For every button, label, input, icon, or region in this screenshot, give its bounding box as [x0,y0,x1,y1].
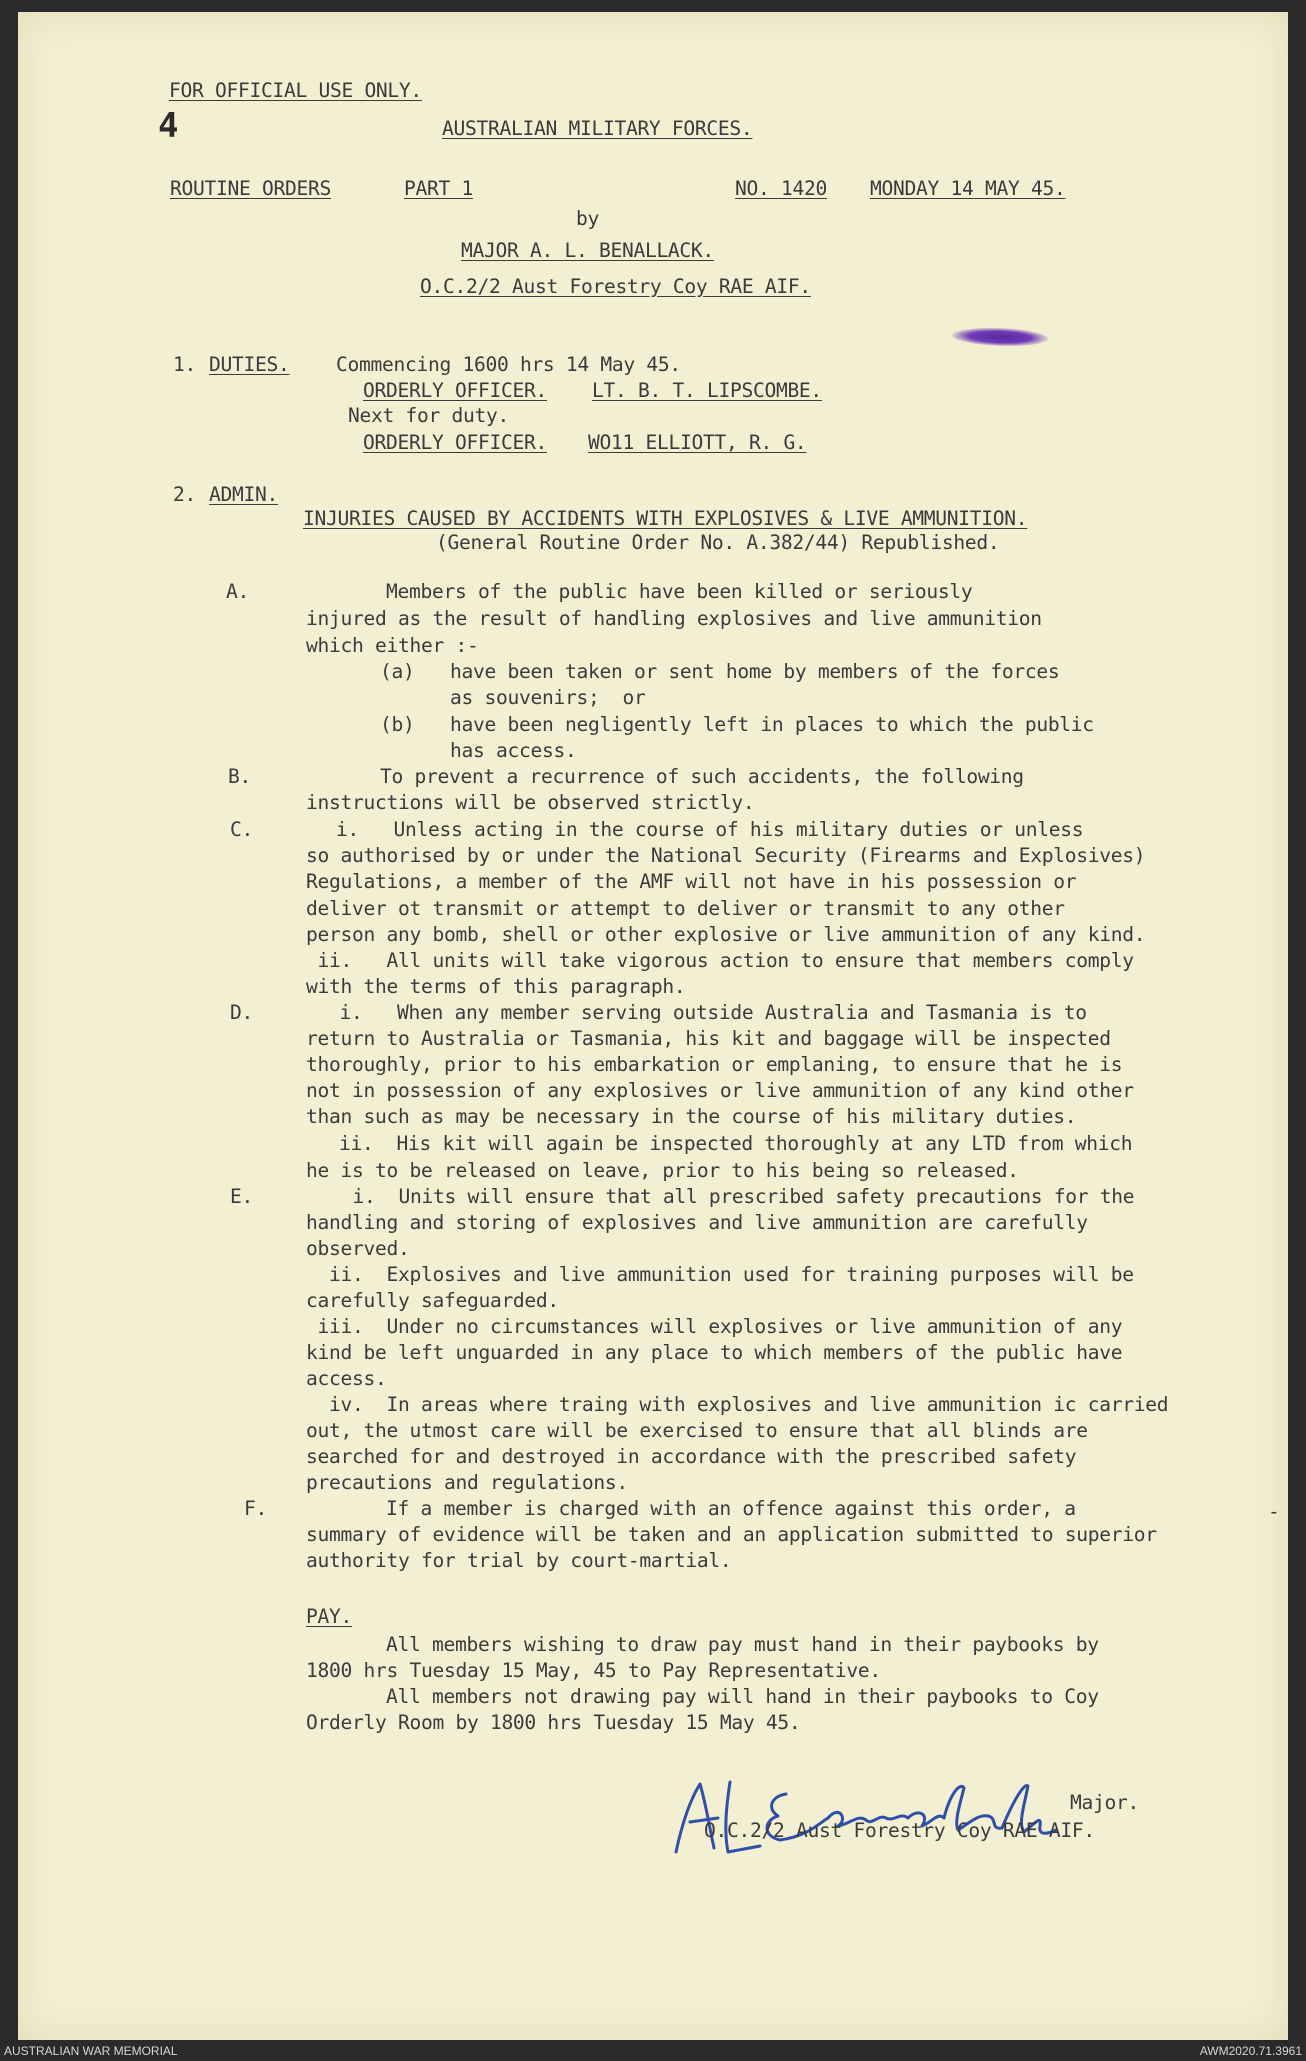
admin-title: INJURIES CAUSED BY ACCIDENTS WITH EXPLOSIVES & LIVE AMMUNITION. [303,507,1028,530]
para-line: i. When any member serving outside Australia and Tasmania is to [328,1001,1087,1024]
next-officer-label: ORDERLY OFFICER. [363,431,547,454]
para-line: iii. Under no circumstances will explosives or live ammunition of any [306,1315,1123,1338]
para-line: which either :- [306,634,479,657]
para-line: injured as the result of handling explosives and live ammunition [306,607,1042,630]
para-line: return to Australia or Tasmania, his kit and baggage will be inspected [306,1027,1111,1050]
issuing-unit: O.C.2/2 Aust Forestry Coy RAE AIF. [420,275,811,298]
part-label: PART 1 [404,177,473,200]
para-line: kind be left unguarded in any place to which members of the public have [306,1341,1123,1364]
para-line: If a member is charged with an offence against this order, a [386,1497,1076,1520]
issuing-officer: MAJOR A. L. BENALLACK. [461,239,714,262]
para-line: ii. All units will take vigorous action to ensure that members comply [306,949,1134,972]
by-label: by [576,207,599,230]
para-line: summary of evidence will be taken and an application submitted to superior [306,1523,1157,1546]
para-line: have been taken or sent home by members of the forces [450,660,1060,683]
signature-rank: Major. [1070,1791,1139,1814]
sub-label: (b) [380,713,415,736]
para-line: carefully safeguarded. [306,1289,559,1312]
para-line: authority for trial by court-martial. [306,1549,732,1572]
para-line: instructions will be observed strictly. [306,791,755,814]
para-letter: F. [244,1497,267,1520]
para-line: out, the utmost care will be exercised to ensure that all blinds are [306,1419,1088,1442]
orderly-officer-label: ORDERLY OFFICER. [363,379,547,402]
para-line: Members of the public have been killed or seriously [386,580,973,603]
order-number: NO. 1420 [735,177,827,200]
document-page [18,12,1288,2040]
para-line: access. [306,1367,387,1390]
signature-unit: O.C.2/2 Aust Forestry Coy RAE AIF. [704,1819,1095,1842]
next-officer-name: WO11 ELLIOTT, R. G. [588,431,807,454]
admin-subtitle: (General Routine Order No. A.382/44) Republished. [436,531,1000,554]
section-number: 1. [173,353,196,376]
para-line: have been negligently left in places to which the public [450,713,1094,736]
pay-line: All members not drawing pay will hand in their paybooks to Coy [386,1685,1099,1708]
margin-mark: - [1268,1500,1280,1523]
pay-line: All members wishing to draw pay must hand in their paybooks by [386,1633,1099,1656]
para-line: searched for and destroyed in accordance with the prescribed safety [306,1445,1077,1468]
para-line: observed. [306,1237,410,1260]
para-line: ii. Explosives and live ammunition used for training purposes will be [306,1263,1134,1286]
order-date: MONDAY 14 MAY 45. [870,177,1066,200]
footer-right-label: AWM2020.71.3961 [1199,2044,1302,2058]
para-line: with the terms of this paragraph. [306,975,686,998]
para-line: ii. His kit will again be inspected thoroughly at any LTD from which [316,1132,1133,1155]
para-line: i. Unless acting in the course of his military duties or unless [336,818,1084,841]
para-line: not in possession of any explosives or live ammunition of any kind other [306,1079,1134,1102]
para-line: iv. In areas where traing with explosives and live ammunition ic carried [306,1393,1169,1416]
para-line: i. Units will ensure that all prescribed safety precautions for the [318,1185,1135,1208]
section-number: 2. [173,483,196,506]
organisation-title: AUSTRALIAN MILITARY FORCES. [442,117,753,140]
orderly-officer-name: LT. B. T. LIPSCOMBE. [592,379,822,402]
para-letter: E. [230,1185,253,1208]
para-line: precautions and regulations. [306,1471,628,1494]
ink-stamp-smudge [952,326,1049,347]
section-heading-duties: DUTIES. [209,353,290,376]
duties-commencing: Commencing 1600 hrs 14 May 45. [336,353,681,376]
pay-line: 1800 hrs Tuesday 15 May, 45 to Pay Representative. [306,1659,881,1682]
section-heading-pay: PAY. [306,1605,352,1628]
sub-label: (a) [380,660,415,683]
footer-left-label: AUSTRALIAN WAR MEMORIAL [4,2044,178,2058]
para-line: than such as may be necessary in the course of his military duties. [306,1105,1077,1128]
pencil-mark: 4 [158,106,179,146]
para-line: handling and storing of explosives and live ammunition are carefully [306,1211,1088,1234]
para-line: has access. [450,739,577,762]
para-line: as souvenirs; or [450,686,646,709]
next-for-duty: Next for duty. [348,404,509,427]
para-line: person any bomb, shell or other explosive or live ammunition of any kind. [306,923,1146,946]
para-line: thoroughly, prior to his embarkation or emplaning, to ensure that he is [306,1053,1123,1076]
archive-footer [0,2040,1306,2061]
classification: FOR OFFICIAL USE ONLY. [169,79,422,102]
para-line: Regulations, a member of the AMF will not have in his possession or [306,870,1077,893]
para-letter: D. [230,1001,253,1024]
pay-line: Orderly Room by 1800 hrs Tuesday 15 May 45. [306,1711,801,1734]
section-heading-admin: ADMIN. [209,483,278,506]
para-line: To prevent a recurrence of such accidents, the following [380,765,1024,788]
routine-orders-label: ROUTINE ORDERS [170,177,331,200]
para-line: deliver ot transmit or attempt to deliver or transmit to any other [306,897,1065,920]
para-letter: C. [230,818,253,841]
para-line: so authorised by or under the National Security (Firearms and Explosives) [306,844,1146,867]
para-line: he is to be released on leave, prior to his being so released. [306,1159,1019,1182]
para-letter: B. [228,765,251,788]
para-letter: A. [226,580,249,603]
